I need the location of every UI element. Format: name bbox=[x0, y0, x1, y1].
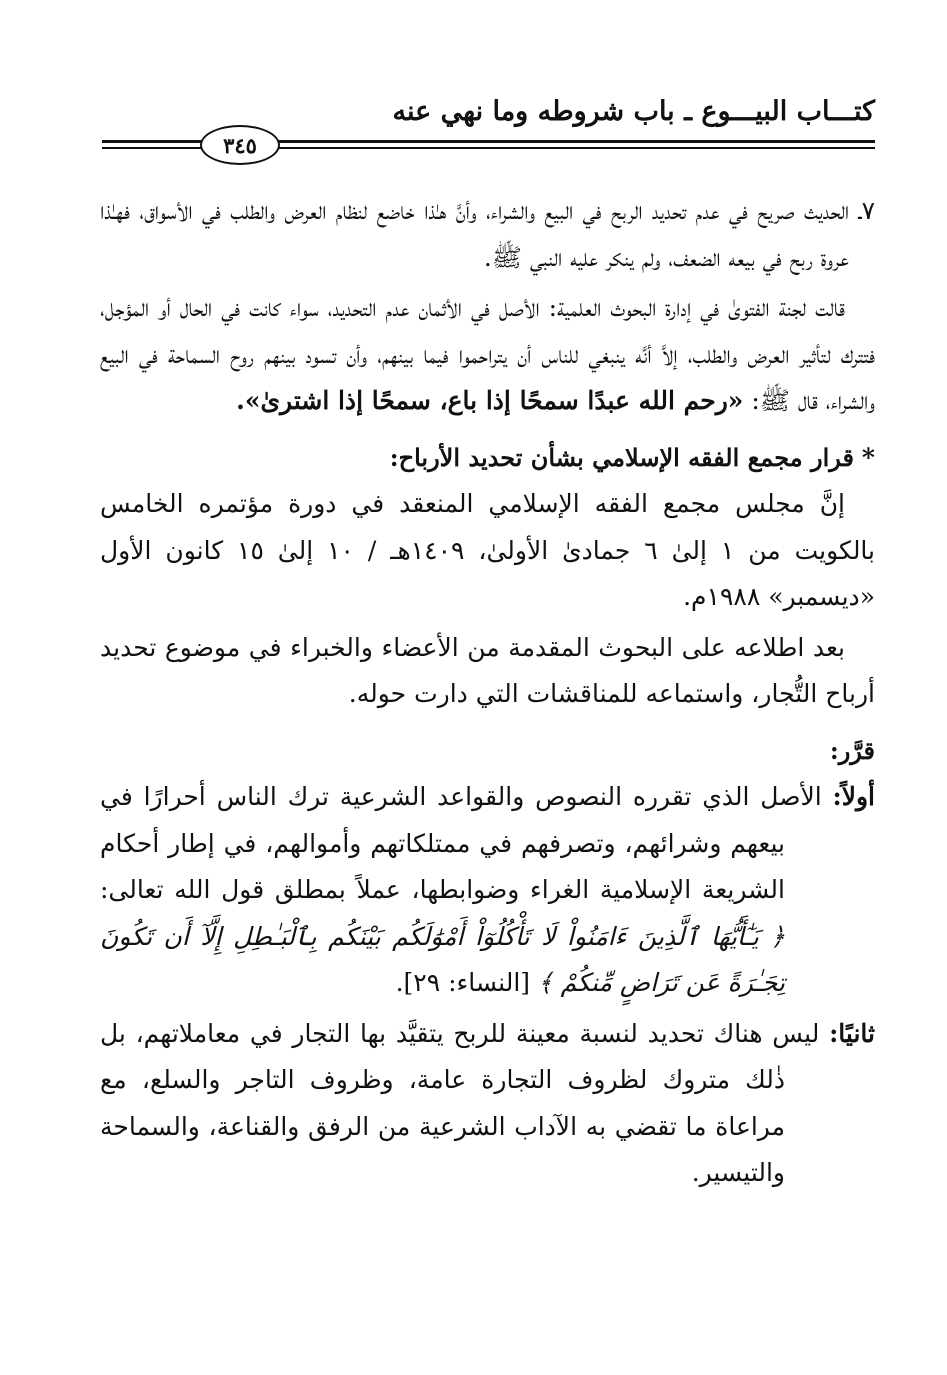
second-label: ثانيًا: bbox=[829, 1018, 875, 1048]
quran-verse: ﴿ يَـٰٓأَيُّهَا ٱلَّذِينَ ءَامَنُواْ لَا تَأْكُلُوٓاْ أَمْوَٰلَكُم بَيْنَكُم بِٱلْبَـٰطِلِ إِلَّآ أَن تَكُونَ تِجَـٰرَةً عَن تَرَاضٍ مِّنكُمْ ﴾ bbox=[100, 921, 785, 997]
council-paragraph: إنَّ مجلس مجمع الفقه الإسلامي المنعقد في دورة مؤتمره الخامس بالكويت من ١ إلىٰ ٦ جمادىٰ الأولىٰ، ١٤٠٩هـ / ١٠ إلىٰ ١٥ كانون الأول «ديسمبر» ١٩٨٨م. bbox=[100, 489, 876, 611]
first-label: أولاً: bbox=[832, 782, 875, 811]
fatwa-paragraph bbox=[100, 285, 875, 425]
asterisk-marker: * bbox=[861, 442, 875, 472]
quran-reference: [النساء: ٢٩]. bbox=[395, 968, 531, 997]
fatwa-hadith: «رحم الله عبدًا سمحًا إذا باع، سمحًا إذا اشترىٰ». bbox=[236, 386, 744, 415]
second-resolution bbox=[100, 1011, 875, 1197]
page-body bbox=[100, 188, 875, 1197]
item-7-paragraph: ٧ـ الحديث صريح في عدم تحديد الربح في البيع والشراء، وأنَّ هـٰذا خاضع لنظام العرض والطلب في الأسواق، فهـٰذا عروة ربح في بيعه الضعف، ولم ينكر عليه النبي ﷺ. bbox=[100, 196, 875, 272]
second-text: ليس هناك تحديد لنسبة معينة للربح يتقيَّد بها التجار في معاملاتهم، بل ذٰلك متروك لظروف التجارة عامة، وظروف التاجر والسلع، مع مراعاة ما تقضي به الآداب الشرعية من الرفق والقناعة، والسماحة والتيسير. bbox=[100, 1018, 820, 1187]
first-resolution bbox=[100, 774, 875, 1007]
section-heading-text: قرار مجمع الفقه الإسلامي بشأن تحديد الأرباح: bbox=[389, 442, 854, 472]
running-title: كتـــاب البيـــوع ـ باب شروطه وما نهي عنه bbox=[392, 96, 875, 127]
section-heading bbox=[100, 435, 875, 482]
decided-label: قرَّر: bbox=[829, 735, 875, 765]
page-number: ٣٤٥ bbox=[200, 125, 280, 165]
review-paragraph: بعد اطلاعه على البحوث المقدمة من الأعضاء والخبراء في موضوع تحديد أرباح التُّجار، واستماعه للمناقشات التي دارت حوله. bbox=[100, 632, 875, 708]
fatwa-text: قالت لجنة الفتوىٰ في إدارة البحوث العلمية: الأصل في الأثمان عدم التحديد، سواء كانت في الحال أو المؤجل، فتترك لتأثير العرض والطلب، إلاَّ أنَّه ينبغي للناس أن يتراحموا فيما بينهم، وأن تسود بينهم روح السماحة في البيع والشراء، قال ﷺ: bbox=[100, 293, 875, 415]
first-text: الأصل الذي تقرره النصوص والقواعد الشرعية ترك الناس أحرارًا في بيعهم وشرائهم، وتصرفهم في ممتلكاتهم وأموالهم، في إطار أحكام الشريعة الإسلامية الغراء وضوابطها، عملاً بمطلق قول الله تعالى: bbox=[100, 782, 822, 904]
